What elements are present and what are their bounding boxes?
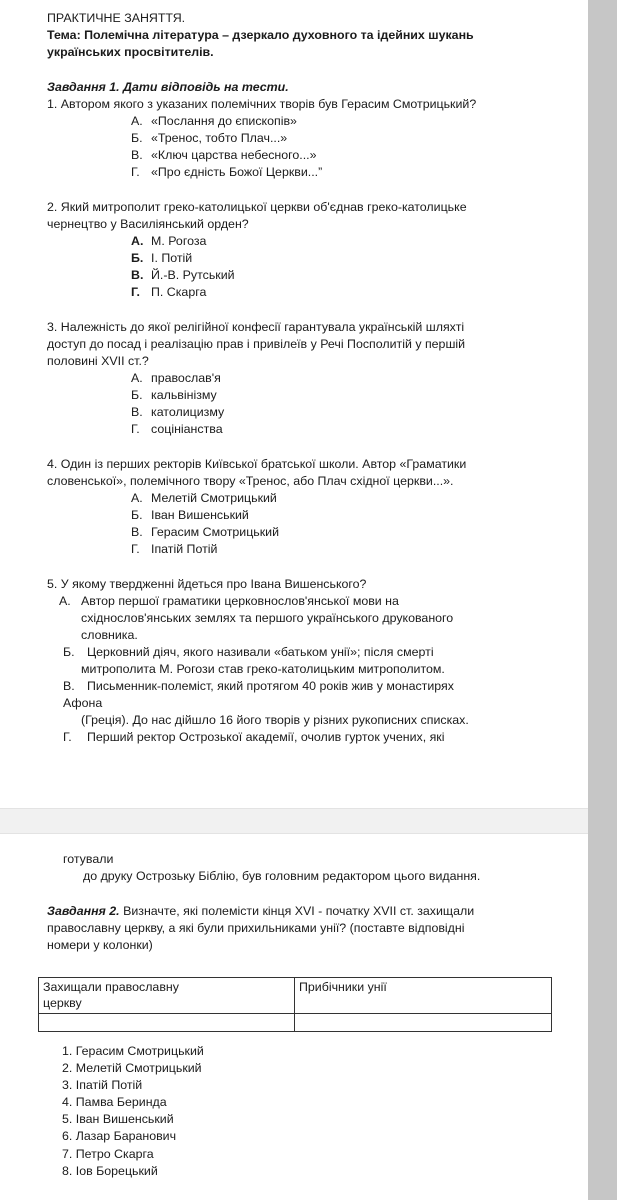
topic-line-1: Тема: Полемічна література – дзеркало духовного та ідейних шукань: [47, 28, 474, 42]
list-item: 3. Іпатій Потій: [62, 1078, 143, 1093]
question-5-option-a-line-2: східнослов'янських землях та першого українського друкованого: [81, 611, 454, 625]
question-5-option-b-letter: Б.: [63, 645, 75, 659]
question-3-option-c: В. католицизму: [131, 405, 225, 419]
question-5-option-b-line-2: митрополита М. Рогози став греко-католицьким митрополитом.: [81, 662, 445, 676]
practice-title: ПРАКТИЧНЕ ЗАНЯТТЯ.: [47, 11, 186, 25]
question-3-option-d: Г. соцініанства: [131, 422, 223, 436]
question-3-option-b: Б. кальвінізму: [131, 388, 217, 402]
question-5-option-a-line-3: словника.: [81, 628, 138, 642]
question-2-option-c: В. Й.-В. Рутський: [131, 268, 235, 282]
list-item: 2. Мелетій Смотрицький: [62, 1061, 202, 1076]
question-3-text-line-1: 3. Належність до якої релігійної конфесії гарантувала українській шляхті: [47, 320, 465, 334]
question-5-option-a-letter: А.: [59, 594, 71, 608]
question-3-text-line-3: половині XVII ст.?: [47, 354, 149, 368]
scrollbar[interactable]: [588, 0, 617, 1200]
question-2-text-line-2: чернецтво у Василіянський орден?: [47, 217, 249, 231]
question-4-option-c: В. Герасим Смотрицький: [131, 525, 280, 539]
question-4-option-d: Г. Іпатій Потій: [131, 542, 218, 556]
list-item: 4. Памва Беринда: [62, 1095, 167, 1110]
list-item: 6. Лазар Баранович: [62, 1129, 177, 1144]
task1-heading: Завдання 1. Дати відповідь на тести.: [47, 80, 289, 94]
task2-heading-line-1: Завдання 2. Визначте, які полемісти кінця XVI - початку XVII ст. захищали: [47, 904, 475, 918]
question-4-text-line-1: 4. Один із перших ректорів Київської братської школи. Автор «Граматики: [47, 457, 467, 471]
question-4-option-a: А. Мелетій Смотрицький: [131, 491, 277, 505]
task2-heading-line-3: номери у колонки): [47, 938, 153, 952]
question-4-option-b: Б. Іван Вишенський: [131, 508, 249, 522]
answer-table: [38, 977, 552, 1032]
list-item: 5. Іван Вишенський: [62, 1112, 174, 1127]
continuation-line-1: готували: [63, 852, 114, 866]
question-1-option-b: Б. «Тренос, тобто Плач...»: [131, 131, 288, 145]
topic-line-2: українських просвітителів.: [47, 45, 214, 59]
page-break: [0, 808, 588, 834]
question-1-text: 1. Автором якого з указаних полемічних творів був Герасим Смотрицький?: [47, 97, 477, 111]
question-3-text-line-2: доступ до посад і реалізацію прав і привілеїв у Речі Посполитій у першій: [47, 337, 466, 351]
question-1-option-c: В. «Ключ царства небесного...»: [131, 148, 317, 162]
list-item: 7. Петро Скарга: [62, 1146, 154, 1161]
question-5-option-c-line-2: Афона: [63, 696, 103, 710]
question-2-text-line-1: 2. Який митрополит греко-католицької церкви об'єднав греко-католицьке: [47, 200, 467, 214]
list-item: 1. Герасим Смотрицький: [62, 1044, 204, 1058]
question-5-option-d-line-1: Перший ректор Острозької академії, очолив гурток учених, які: [87, 730, 445, 744]
question-5-text: 5. У якому твердженні йдеться про Івана Вишенського?: [47, 577, 367, 591]
question-2-option-d: Г. П. Скарга: [131, 285, 207, 299]
question-1-option-d: Г. «Про єдність Божої Церкви...”: [131, 165, 323, 179]
question-3-option-a: А. православ'я: [131, 371, 221, 385]
polemicist-list: [62, 1043, 204, 1180]
question-5-option-d-letter: Г.: [63, 730, 72, 744]
orthodox-column-header: Захищали православну церкву: [39, 978, 295, 1014]
question-5-option-c-line-1: Письменник-полеміст, який протягом 40 років жив у монастирях: [87, 679, 454, 693]
uniate-answer-cell[interactable]: [295, 1014, 552, 1032]
question-2-option-a: А. М. Рогоза: [131, 234, 207, 248]
document-page-2: [0, 834, 588, 1200]
continuation-line-2: до друку Острозьку Біблію, був головним редактором цього видання.: [83, 869, 481, 883]
question-1-option-a: А. «Послання до єпископів»: [131, 114, 297, 128]
question-4-text-line-2: словенської», полемічного твору «Тренос, або Плач східної церкви...».: [47, 474, 454, 488]
uniate-column-header: Прибічники унії: [295, 978, 552, 1014]
question-5-option-a-line-1: Автор першої граматики церковнослов'янської мови на: [81, 594, 399, 608]
task2-heading-line-2: православну церкву, а які були прихильниками унії? (поставте відповідні: [47, 921, 465, 935]
list-item: 8. Іов Борецький: [62, 1163, 158, 1178]
orthodox-answer-cell[interactable]: [39, 1014, 295, 1032]
question-5-option-b-line-1: Церковний діяч, якого називали «батьком унії»; після смерті: [87, 645, 434, 659]
question-5-option-c-letter: В.: [63, 679, 75, 693]
question-2-option-b: Б. І. Потій: [131, 251, 193, 265]
question-5-option-c-line-3: (Греція). До нас дійшло 16 його творів у різних рукописних списках.: [81, 713, 469, 727]
